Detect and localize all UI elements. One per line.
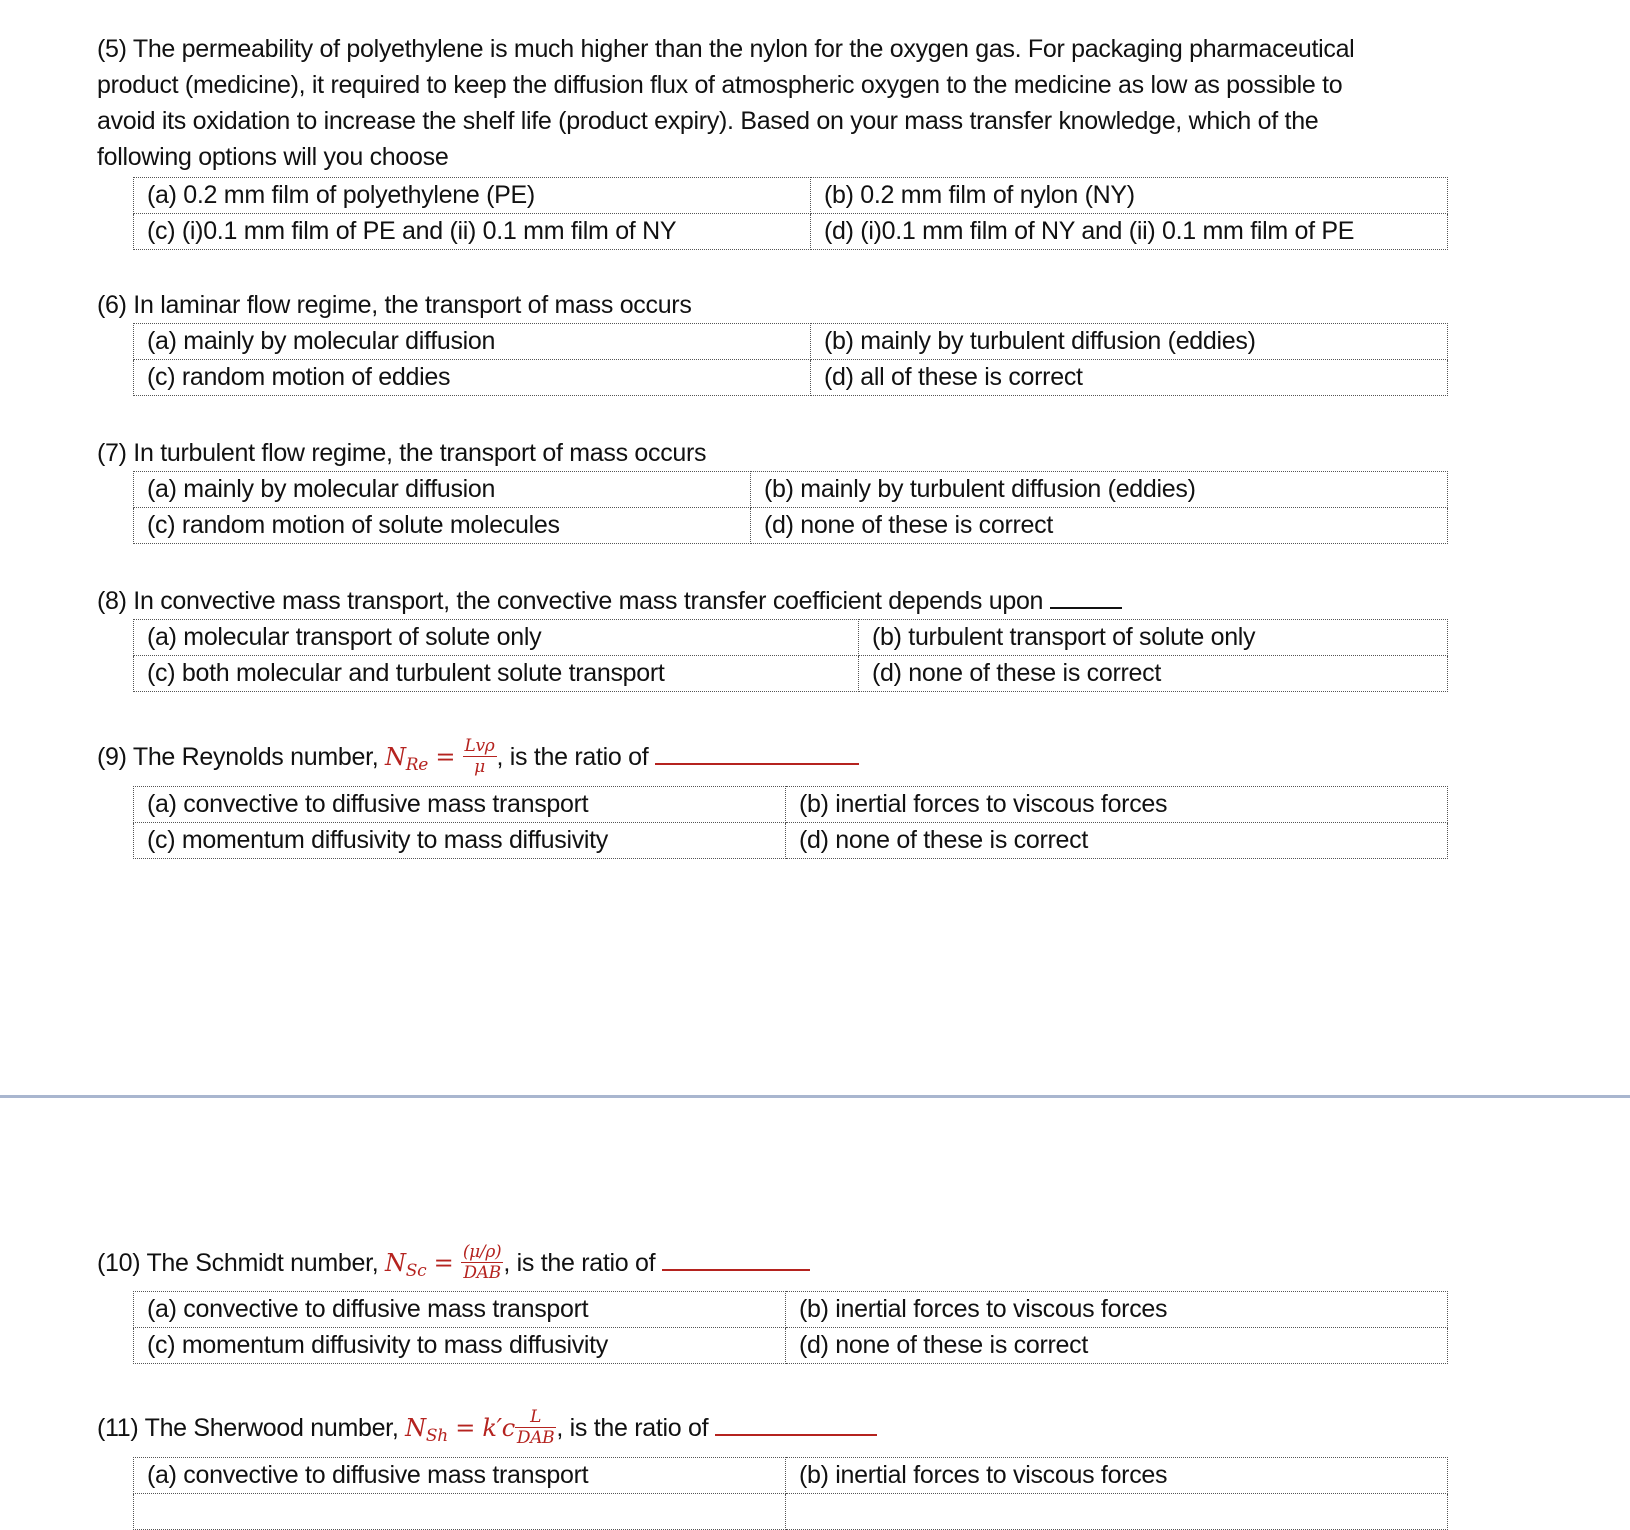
- answer-blank: [655, 759, 859, 765]
- question-5-line-4: following options will you choose: [97, 143, 449, 171]
- formula-symbol: N: [385, 1249, 406, 1277]
- question-6-options: [133, 323, 1448, 396]
- question-7-options: [133, 471, 1448, 544]
- formula-denominator: μ: [474, 757, 485, 777]
- question-5-line-2: product (medicine), it required to keep the diffusion flux of atmospheric oxygen to the medicine as low as possible to: [97, 71, 1343, 99]
- option-d[interactable]: (d) none of these is correct: [786, 823, 1448, 859]
- question-11-options: [133, 1457, 1448, 1530]
- question-10-suffix: , is the ratio of: [503, 1249, 656, 1277]
- formula-fraction: [461, 1242, 504, 1283]
- question-8-text: [97, 583, 1122, 619]
- option-a[interactable]: (a) molecular transport of solute only: [134, 620, 859, 656]
- option-b[interactable]: (b) mainly by turbulent diffusion (eddies): [811, 324, 1448, 360]
- option-c[interactable]: (c) momentum diffusivity to mass diffusivity: [134, 823, 786, 859]
- option-b[interactable]: (b) inertial forces to viscous forces: [786, 1458, 1448, 1494]
- question-11-text: [97, 1407, 877, 1448]
- option-a[interactable]: (a) convective to diffusive mass transport: [134, 1292, 786, 1328]
- option-b[interactable]: (b) mainly by turbulent diffusion (eddies): [751, 472, 1448, 508]
- question-9-suffix: , is the ratio of: [496, 743, 649, 771]
- question-8-options: [133, 619, 1448, 692]
- formula-subscript: Re: [405, 755, 428, 775]
- formula-numerator: (μ/ρ): [462, 1242, 502, 1262]
- option-b[interactable]: (b) turbulent transport of solute only: [859, 620, 1448, 656]
- option-b[interactable]: (b) inertial forces to viscous forces: [786, 787, 1448, 823]
- reynolds-formula: [385, 736, 496, 777]
- question-5-options: [133, 177, 1448, 250]
- option-b[interactable]: (b) 0.2 mm film of nylon (NY): [811, 178, 1448, 214]
- question-6-text: (6) In laminar flow regime, the transport of mass occurs: [97, 291, 692, 319]
- formula-numerator: Lvρ: [464, 736, 495, 756]
- formula-subscript: Sh: [425, 1426, 448, 1446]
- formula-symbol: N: [385, 743, 406, 771]
- question-5-line-3: avoid its oxidation to increase the shelf life (product expiry). Based on your mass transfer knowledge, which of the: [97, 107, 1319, 135]
- question-10-options: [133, 1291, 1448, 1364]
- option-d[interactable]: (d) all of these is correct: [811, 360, 1448, 396]
- schmidt-formula: [385, 1242, 503, 1283]
- option-c[interactable]: (c) (i)0.1 mm film of PE and (ii) 0.1 mm film of NY: [134, 214, 811, 250]
- formula-denominator: DAB: [516, 1428, 555, 1448]
- formula-equals: =: [435, 743, 456, 771]
- option-c[interactable]: (c) random motion of eddies: [134, 360, 811, 396]
- option-c[interactable]: (c) random motion of solute molecules: [134, 508, 751, 544]
- question-10-label: (10) The Schmidt number,: [97, 1249, 379, 1277]
- option-a[interactable]: (a) mainly by molecular diffusion: [134, 472, 751, 508]
- question-9-options: [133, 786, 1448, 859]
- option-c[interactable]: (c) momentum diffusivity to mass diffusivity: [134, 1328, 786, 1364]
- question-9-label: (9) The Reynolds number,: [97, 743, 379, 771]
- question-10-text: [97, 1242, 810, 1283]
- question-11-suffix: , is the ratio of: [556, 1414, 709, 1442]
- question-11-label: (11) The Sherwood number,: [97, 1414, 399, 1442]
- option-d[interactable]: (d) none of these is correct: [859, 656, 1448, 692]
- option-c[interactable]: (c) both molecular and turbulent solute transport: [134, 656, 859, 692]
- question-9-text: [97, 736, 859, 777]
- formula-equals: =: [433, 1249, 454, 1277]
- option-a[interactable]: (a) mainly by molecular diffusion: [134, 324, 811, 360]
- formula-symbol: N: [405, 1414, 426, 1442]
- option-d[interactable]: (d) none of these is correct: [786, 1328, 1448, 1364]
- option-d[interactable]: (d) none of these is correct: [751, 508, 1448, 544]
- question-7-text: (7) In turbulent flow regime, the transport of mass occurs: [97, 439, 707, 467]
- answer-blank: [715, 1430, 877, 1436]
- option-a[interactable]: (a) 0.2 mm film of polyethylene (PE): [134, 178, 811, 214]
- option-a[interactable]: (a) convective to diffusive mass transport: [134, 1458, 786, 1494]
- option-d[interactable]: [786, 1494, 1448, 1530]
- question-5-line-1: (5) The permeability of polyethylene is much higher than the nylon for the oxygen gas. For packaging pharmaceutical: [97, 35, 1355, 63]
- question-8-label: (8) In convective mass transport, the convective mass transfer coefficient depends upon: [97, 587, 1044, 615]
- answer-blank: [662, 1265, 810, 1271]
- answer-blank: [1050, 603, 1122, 609]
- formula-fraction: [463, 736, 497, 777]
- formula-numerator: L: [515, 1407, 557, 1428]
- formula-denominator: DAB: [463, 1263, 501, 1283]
- formula-subscript: Sc: [405, 1261, 427, 1281]
- option-c[interactable]: [134, 1494, 786, 1530]
- option-a[interactable]: (a) convective to diffusive mass transport: [134, 787, 786, 823]
- option-b[interactable]: (b) inertial forces to viscous forces: [786, 1292, 1448, 1328]
- option-d[interactable]: (d) (i)0.1 mm film of NY and (ii) 0.1 mm film of PE: [811, 214, 1448, 250]
- page-separator: [0, 1095, 1630, 1098]
- sherwood-formula: [405, 1407, 556, 1448]
- formula-equals: = k′c: [455, 1414, 515, 1442]
- formula-fraction: [515, 1407, 557, 1448]
